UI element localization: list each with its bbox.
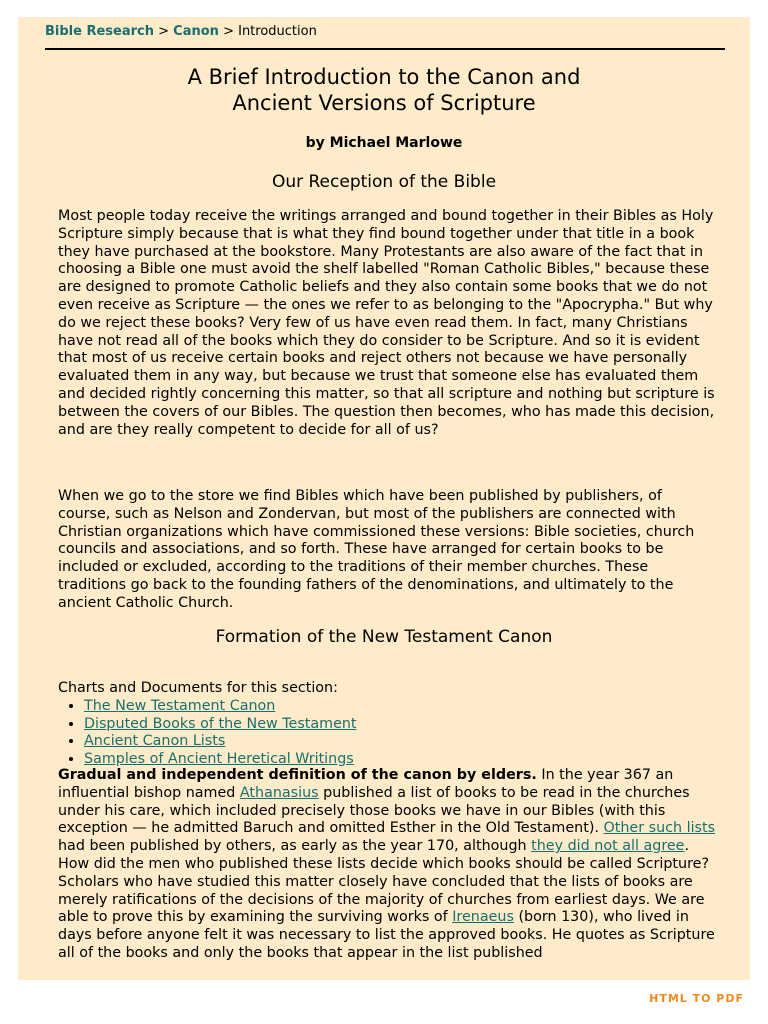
paragraph-reception-1: Most people today receive the writings arranged and bound together in their Bibles as Holy Scripture simply because that is what they find bound together under that title in a book they have purchased at the bookstore. Many Protestants are also aware of the fact that in choosing a Bible one must avoid the shelf labelled "Roman Catholic Bibles," because these are designed to promote Catholic beliefs and they also contain some books that we do not even receive as Scripture — the ones we refer to as belonging to the "Apocrypha." But why do we reject these books? Very few of us have even read them. In fact, many Christians have not read all of the books which they do consider to be Scripture. And so it is evident that most of us receive certain books and reject others not because we have personally evaluated them in any way, but because we trust that someone else has evaluated them and decided rightly concerning this matter, so that all scripture and nothing but scripture is between the covers of our Bibles. The question then becomes, who has made this decision, and are they really competent to decide for all of us? bbox=[58, 208, 715, 438]
link-other-lists[interactable]: Other such lists bbox=[603, 820, 716, 837]
breadcrumb-link-canon[interactable]: Canon bbox=[173, 24, 219, 39]
charts-intro: Charts and Documents for this section: bbox=[58, 680, 338, 696]
document-page bbox=[18, 17, 750, 980]
header-rule bbox=[45, 48, 725, 50]
author-byline: by Michael Marlowe bbox=[305, 135, 463, 151]
link-disputed-books[interactable]: Disputed Books of the New Testament bbox=[84, 715, 357, 732]
charts-documents-list bbox=[58, 680, 718, 769]
link-irenaeus[interactable]: Irenaeus bbox=[452, 909, 514, 926]
text-run: . How did the men who published these lists decide which books should be called Scripture? Scholars who have studied this matter closely have concluded that the lists of books are merely ratifications of the decisions of the majority of churches from earliest days. We are able to prove this by examining the surviving works of bbox=[58, 838, 710, 926]
list-item bbox=[84, 733, 718, 751]
text-run: published a list of books to be read in the churches under his care, which included precisely those books we have in our Bibles (with this exception — he admitted Baruch and omitted Esther in the Old Testament). bbox=[58, 784, 690, 837]
text-run: had been published by others, as early as the year 170, although bbox=[58, 838, 532, 855]
text-run: (born 130), who lived in days before anyone felt it was necessary to list the approved books. He quotes as Scripture all of the books and only the books that appear in the list published bbox=[58, 909, 715, 961]
link-heretical-writings[interactable]: Samples of Ancient Heretical Writings bbox=[84, 751, 354, 768]
html-to-pdf-watermark: HTML TO PDF bbox=[649, 992, 744, 1005]
breadcrumb bbox=[45, 24, 317, 40]
link-athanasius[interactable]: Athanasius bbox=[239, 784, 319, 801]
list-item bbox=[84, 698, 718, 716]
page-title-line2: Ancient Versions of Scripture bbox=[232, 91, 536, 115]
section-heading-nt-canon: Formation of the New Testament Canon bbox=[215, 627, 553, 647]
link-nt-canon[interactable]: The New Testament Canon bbox=[84, 697, 276, 714]
paragraph-lead-bold: Gradual and independent definition of the canon by elders. bbox=[58, 767, 537, 783]
link-did-not-agree[interactable]: they did not all agree bbox=[531, 838, 685, 855]
breadcrumb-separator: > bbox=[154, 24, 174, 39]
page-title bbox=[18, 64, 750, 116]
link-ancient-canon-lists[interactable]: Ancient Canon Lists bbox=[84, 733, 226, 750]
breadcrumb-link-bible-research[interactable]: Bible Research bbox=[45, 24, 154, 39]
text-run: In the year 367 an influential bishop named bbox=[58, 767, 674, 801]
breadcrumb-separator: > bbox=[218, 24, 239, 39]
breadcrumb-current: Introduction bbox=[238, 24, 317, 39]
list-item bbox=[84, 716, 718, 734]
page-title-line1: A Brief Introduction to the Canon and bbox=[187, 65, 581, 89]
paragraph-reception-2: When we go to the store we find Bibles which have been published by publishers, of course, such as Nelson and Zondervan, but most of the publishers are connected with Christian organizations which have commissioned these versions: Bible societies, church councils and associations, and so forth. These have arranged for certain books to be included or excluded, according to the traditions of their member churches. These traditions go back to the founding fathers of the denominations, and ultimately to the ancient Catholic Church. bbox=[58, 488, 695, 611]
section-heading-reception: Our Reception of the Bible bbox=[271, 172, 497, 192]
paragraph-canon-definition bbox=[58, 767, 718, 963]
